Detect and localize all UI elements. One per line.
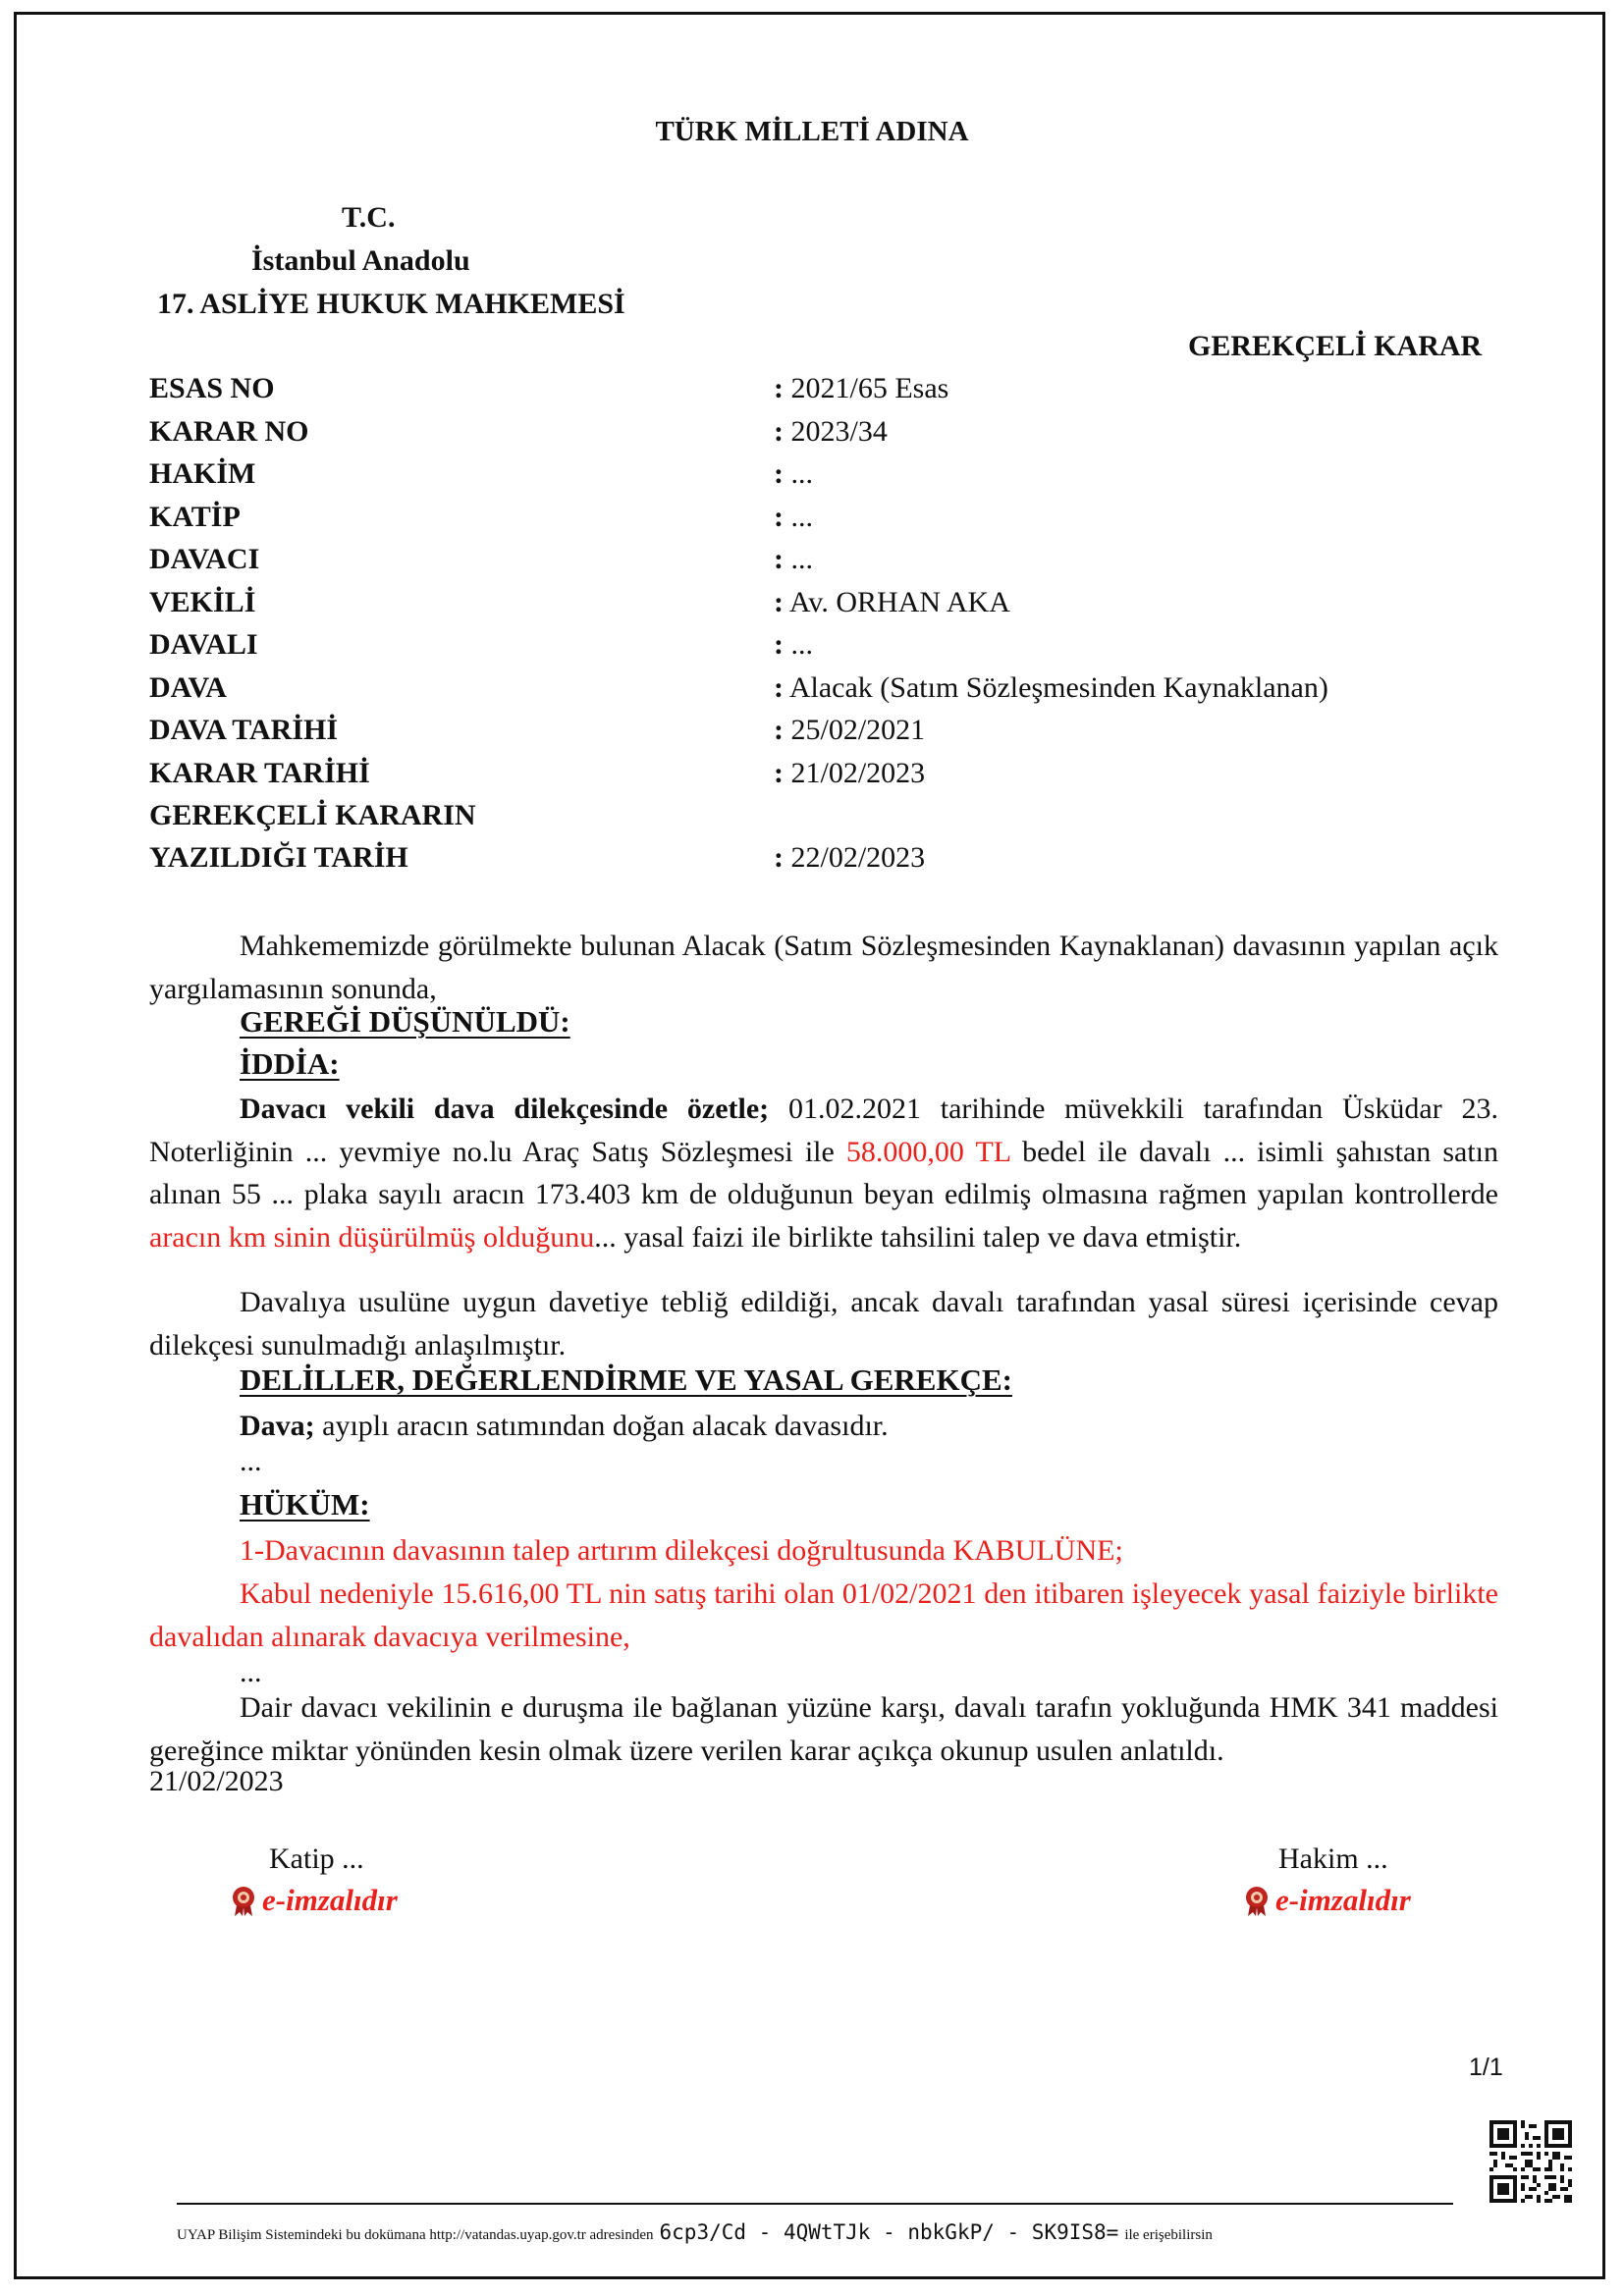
case-info-value: : ...: [774, 457, 813, 490]
judge-e-signature: e-imzalıdır: [1243, 1883, 1411, 1918]
seal-icon: [1243, 1884, 1272, 1917]
case-info-value: : ...: [774, 543, 813, 575]
case-info-label: KARAR TARİHİ: [149, 757, 370, 789]
seal-icon: [230, 1884, 259, 1917]
case-info-value: : 25/02/2021: [774, 714, 926, 746]
case-info-value: : Alacak (Satım Sözleşmesinden Kaynaklanan): [774, 671, 1328, 704]
case-info-label: YAZILDIĞI TARİH: [149, 841, 408, 874]
claim-paragraph: Davacı vekili dava dilekçesinde özetle; 01.02.2021 tarihinde müvekkili tarafından Üsküdar 23. Noterliğinin ... yevmiye no.lu Araç Satış Sözleşmesi ile 58.000,00 TL bedel ile davalı ... isimli şahıstan satın alınan 55 ... plaka sayılı aracın 173.403 km de olduğunun beyan edilmiş olmasına rağmen yapılan kontrollerde aracın km sinin düşürülmüş olduğunu... yasal faizi ile birlikte tahsilini talep ve dava etmiştir.: [149, 1093, 1498, 1254]
footer-verification: UYAP Bilişim Sistemindeki bu dokümana http://vatandas.uyap.gov.tr adresinden 6cp3/Cd - 4QWtTJk - nbkGkP/ - SK9IS8= ile erişebilirsin: [177, 2220, 1213, 2244]
verdict-item-2: Kabul nedeniyle 15.616,00 TL nin satış tarihi olan 01/02/2021 den itibaren işleyecek yasal faiziyle birlikte davalıdan alınarak davacıya verilmesine,: [149, 1577, 1498, 1653]
case-info-label: DAVALI: [149, 628, 258, 661]
case-info-label: ESAS NO: [149, 372, 275, 404]
court-name: 17. ASLİYE HUKUK MAHKEMESİ: [157, 288, 625, 320]
case-info-label: DAVA: [149, 671, 227, 704]
case-info-value: : 2023/34: [774, 415, 888, 448]
iddia-heading: İDDİA:: [240, 1046, 340, 1081]
tc-heading: T.C.: [342, 201, 396, 234]
closing-date: 21/02/2023: [149, 1765, 284, 1797]
ellipsis: ...: [240, 1656, 262, 1688]
case-info-value: : Av. ORHAN AKA: [774, 586, 1010, 618]
case-info-value: : 21/02/2023: [774, 757, 926, 789]
intro-paragraph: Mahkememizde görülmekte bulunan Alacak (Satım Sözleşmesinden Kaynaklanan) davasının yapılan açık yargılamasının sonunda,: [149, 930, 1498, 1005]
case-info-value: : 2021/65 Esas: [774, 372, 949, 404]
case-info-label: DAVACI: [149, 543, 260, 575]
page-number: 1/1: [1469, 2054, 1503, 2081]
case-info-label: HAKİM: [149, 457, 256, 490]
verdict-heading: HÜKÜM:: [240, 1487, 370, 1522]
clerk-e-signature: e-imzalıdır: [230, 1883, 398, 1918]
case-info-value: : ...: [774, 628, 813, 661]
document-type: GEREKÇELİ KARAR: [1188, 330, 1483, 362]
judge-label: Hakim ...: [1278, 1842, 1388, 1875]
clerk-label: Katip ...: [269, 1842, 364, 1875]
nation-title: TÜRK MİLLETİ ADINA: [655, 116, 969, 147]
case-info-value: : 22/02/2023: [774, 841, 926, 874]
footer-rule: [177, 2203, 1453, 2205]
qr-code-icon: [1489, 2120, 1572, 2203]
case-info-value: : ...: [774, 501, 813, 533]
case-info-label: KARAR NO: [149, 415, 309, 448]
evidence-heading: DELİLLER, DEĞERLENDİRME VE YASAL GEREKÇE:: [240, 1362, 1012, 1397]
city-heading: İstanbul Anadolu: [251, 244, 470, 277]
response-paragraph: Davalıya usulüne uygun davetiye tebliğ edildiği, ancak davalı tarafından yasal süresi içerisinde cevap dilekçesi sunulmadığı anlaşılmıştır.: [149, 1286, 1498, 1362]
ellipsis: ...: [240, 1445, 262, 1477]
case-description: Dava; ayıplı aracın satımından doğan alacak davasıdır.: [240, 1410, 889, 1442]
verdict-item-1: 1-Davacının davasının talep artırım dilekçesi doğrultusunda KABULÜNE;: [240, 1534, 1123, 1567]
case-info-label: VEKİLİ: [149, 586, 256, 618]
case-info-label: KATİP: [149, 501, 241, 533]
verification-code: 6cp3/Cd - 4QWtTJk - nbkGkP/ - SK9IS8=: [659, 2220, 1119, 2244]
closing-paragraph: Dair davacı vekilinin e duruşma ile bağlanan yüzüne karşı, davalı tarafın yokluğunda HMK 341 maddesi gereğince miktar yönünden kesin olmak üzere verilen karar açıkça okunup usulen anlatıldı.: [149, 1691, 1498, 1767]
case-info-label: GEREKÇELİ KARARIN: [149, 799, 476, 831]
case-info-label: DAVA TARİHİ: [149, 714, 339, 746]
gerekce-heading: GEREĞİ DÜŞÜNÜLDÜ:: [240, 1004, 570, 1039]
